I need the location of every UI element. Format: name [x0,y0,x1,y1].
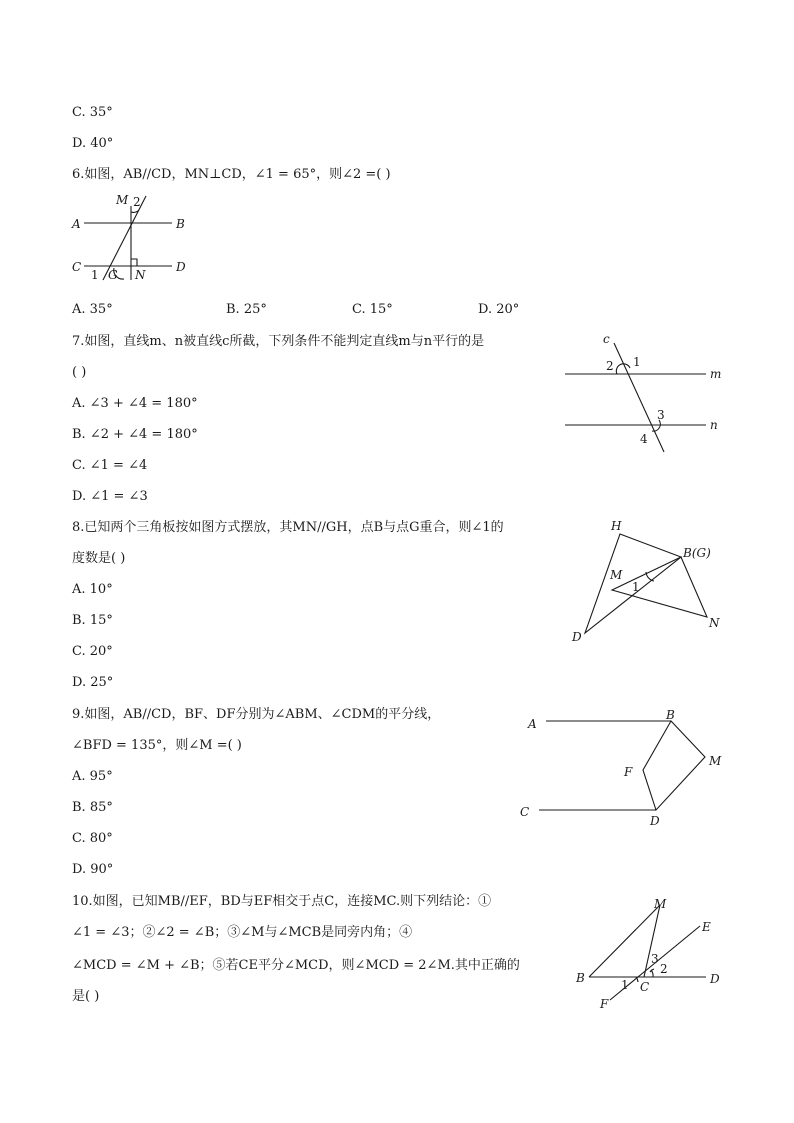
q8-label-1: 1 [632,580,640,594]
q6-label-c: C [72,260,82,274]
q7-label-4: 4 [640,432,648,446]
q7-label-c: c [603,332,610,346]
q10-label-m: M [654,897,667,911]
q8-stem-line1: 8.已知两个三角板按如图方式摆放，其MN//GH，点B与点G重合，则∠1的 [72,520,504,535]
q10-label-2: 2 [660,962,668,976]
q8-label-h: H [611,519,622,533]
q6-option-b: B. 25° [226,302,267,317]
q9-label-c: C [520,805,530,819]
q6-option-a: A. 35° [72,302,113,317]
q10-label-e: E [702,920,711,934]
q7-option-a: A. ∠3 + ∠4 = 180° [72,396,198,411]
q10-label-1: 1 [621,978,629,992]
q10-stem-line4: 是( ) [72,989,100,1004]
q10-label-f: F [600,997,609,1011]
q9-stem-line1: 9.如图，AB//CD，BF、DF分别为∠ABM、∠CDM的平分线， [72,707,441,722]
q6-label-g: G [108,268,118,282]
q7-label-2: 2 [606,359,614,373]
q9-label-f: F [624,765,633,779]
q9-label-m: M [709,754,722,768]
q9-option-d: D. 90° [72,862,114,877]
q6-label-m: M [116,193,129,207]
q8-label-d: D [572,630,582,644]
q7-option-b: B. ∠2 + ∠4 = 180° [72,427,198,442]
q6-label-b: B [176,217,185,231]
q10-label-d: D [710,972,720,986]
q10-label-c: C [640,980,650,994]
q9-stem-line2: ∠BFD = 135°，则∠M =( ) [72,738,242,753]
q8-label-bg: B(G) [683,546,711,560]
q6-stem: 6.如图，AB//CD，MN⊥CD，∠1 = 65°，则∠2 =( ) [72,167,391,182]
q7-option-c: C. ∠1 = ∠4 [72,458,148,473]
q7-stem-line2: ( ) [72,365,87,380]
q7-label-1: 1 [633,355,641,369]
q6-figure [66,190,196,286]
q10-stem-line3: ∠MCD = ∠M + ∠B；⑤若CE平分∠MCD，则∠MCD = 2∠M.其中正确的 [72,958,520,973]
q6-option-c: C. 15° [352,302,393,317]
q6-label-n: N [135,268,146,282]
q7-stem-line1: 7.如图，直线m、n被直线c所截，下列条件不能判定直线m与n平行的是 [72,334,485,349]
q9-label-a: A [528,717,537,731]
q8-label-n: N [709,616,720,630]
q5-option-d: D. 40° [72,136,114,151]
q9-label-b: B [666,708,675,722]
q6-label-d: D [176,260,186,274]
q9-option-b: B. 85° [72,800,113,815]
q7-label-3: 3 [657,408,665,422]
q8-option-d: D. 25° [72,675,114,690]
q7-label-n: n [710,418,718,432]
q7-option-d: D. ∠1 = ∠3 [72,489,148,504]
q7-figure [560,330,730,455]
q9-figure [520,705,730,830]
q10-figure [570,892,730,1014]
q10-stem-line1: 10.如图，已知MB//EF，BD与EF相交于点C，连接MC.则下列结论：① [72,894,492,909]
q5-option-c: C. 35° [72,105,113,120]
q8-option-c: C. 20° [72,644,113,659]
q6-label-1: 1 [91,268,99,282]
q7-label-m: m [710,367,722,381]
q10-label-b: B [576,971,585,985]
q10-label-3: 3 [651,952,659,966]
q6-label-a: A [72,217,81,231]
q8-option-b: B. 15° [72,613,113,628]
q9-option-a: A. 95° [72,769,113,784]
q6-label-2: 2 [133,195,141,209]
q8-option-a: A. 10° [72,582,113,597]
q9-label-d: D [650,814,660,828]
q8-stem-line2: 度数是( ) [72,551,126,566]
q8-figure [565,515,730,645]
q6-option-d: D. 20° [478,302,520,317]
q9-option-c: C. 80° [72,831,113,846]
q8-label-m: M [610,568,623,582]
q10-stem-line2: ∠1 = ∠3；②∠2 = ∠B；③∠M与∠MCB是同旁内角；④ [72,925,413,940]
